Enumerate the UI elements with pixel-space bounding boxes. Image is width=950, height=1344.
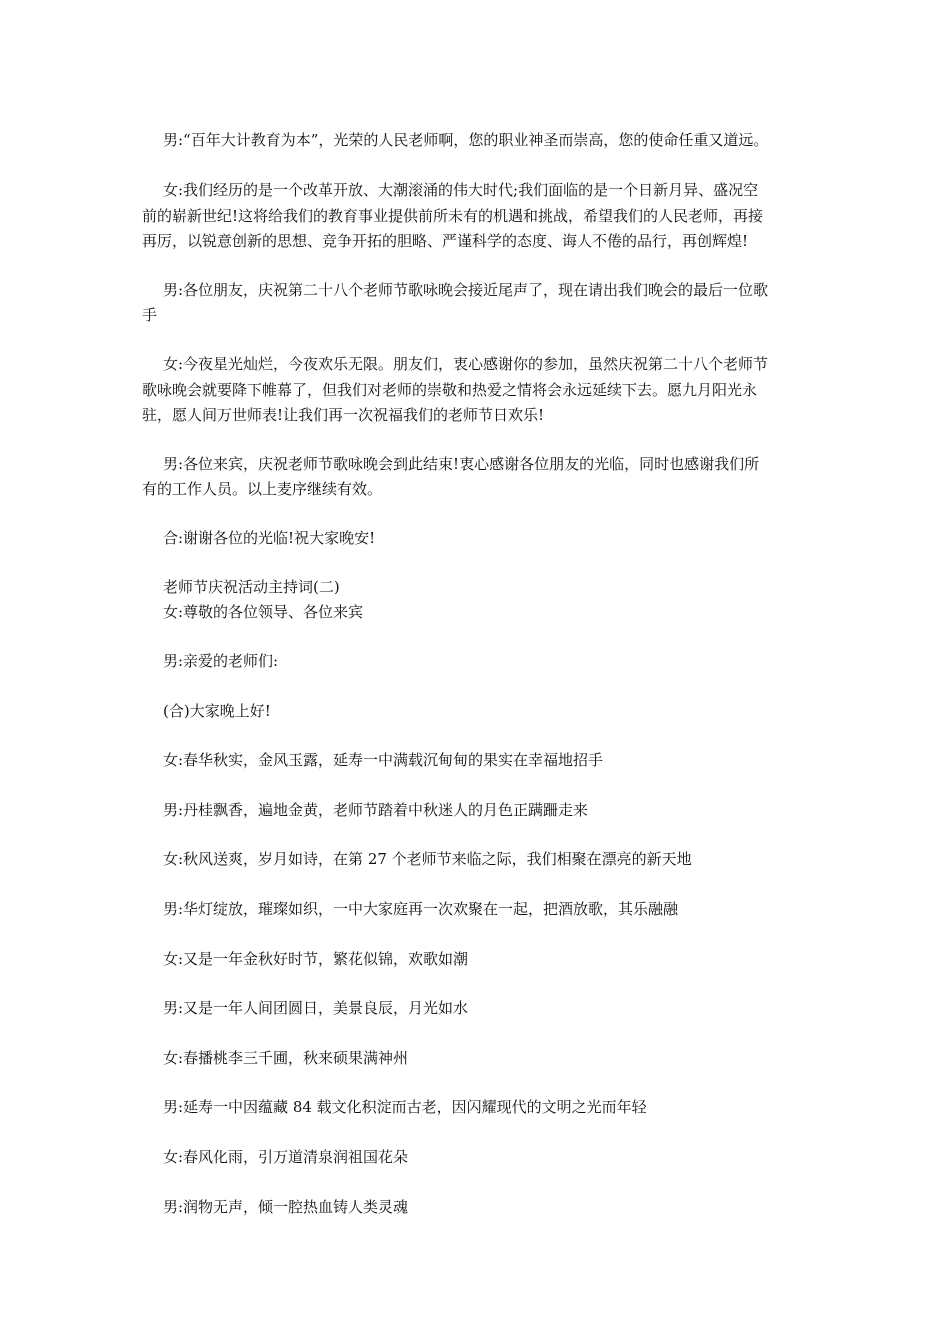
line-11: 有的工作人员。以上麦序继续有效。: [142, 480, 383, 498]
line-23: 女:春播桃李三千圃，秋来硕果满神州: [163, 1049, 409, 1067]
line-18: 男:丹桂飘香，遍地金黄，老师节踏着中秋迷人的月色正蹒跚走来: [163, 801, 589, 819]
line-21: 女:又是一年金秋好时节，繁花似锦，欢歌如潮: [163, 950, 469, 968]
line-14: 女:尊敬的各位领导、各位来宾: [163, 603, 364, 621]
line-24: 男:延寿一中因蕴藏 84 载文化积淀而古老，因闪耀现代的文明之光而年轻: [163, 1098, 647, 1116]
line-20: 男:华灯绽放，璀璨如织，一中大家庭再一次欢聚在一起，把酒放歌，其乐融融: [163, 900, 679, 918]
line-22: 男:又是一年人间团圆日，美景良辰，月光如水: [163, 999, 469, 1017]
line-2: 女:我们经历的是一个改革开放、大潮滚涌的伟大时代;我们面临的是一个日新月异、盛况空: [163, 181, 759, 199]
line-16: (合)大家晚上好!: [163, 702, 271, 720]
line-19: 女:秋风送爽，岁月如诗，在第 27 个老师节来临之际，我们相聚在漂亮的新天地: [163, 850, 692, 868]
line-3: 前的崭新世纪!这将给我们的教育事业提供前所未有的机遇和挑战，希望我们的人民老师，再接: [142, 207, 764, 225]
line-15: 男:亲爱的老师们:: [163, 652, 279, 670]
line-9: 驻，愿人间万世师表!让我们再一次祝福我们的老师节日欢乐!: [142, 406, 545, 424]
line-4: 再厉，以锐意创新的思想、竞争开拓的胆略、严谨科学的态度、诲人不倦的品行，再创辉煌!: [142, 232, 749, 250]
line-8: 歌咏晚会就要降下帷幕了，但我们对老师的崇敬和热爱之情将会永远延续下去。愿九月阳光永: [142, 381, 758, 399]
line-7: 女:今夜星光灿烂，今夜欢乐无限。朋友们，衷心感谢你的参加，虽然庆祝第二十八个老师节: [163, 355, 769, 373]
line-6: 手: [142, 306, 158, 324]
line-10: 男:各位来宾，庆祝老师节歌咏晚会到此结束!衷心感谢各位朋友的光临，同时也感谢我们所: [163, 455, 760, 473]
line-25: 女:春风化雨，引万道清泉润祖国花朵: [163, 1148, 409, 1166]
line-12: 合:谢谢各位的光临!祝大家晚安!: [163, 529, 376, 547]
line-5: 男:各位朋友，庆祝第二十八个老师节歌咏晚会接近尾声了，现在请出我们晚会的最后一位歌: [163, 281, 769, 299]
line-26: 男:润物无声，倾一腔热血铸人类灵魂: [163, 1198, 409, 1216]
line-13: 老师节庆祝活动主持词(二): [163, 578, 340, 596]
line-1: 男:“百年大计教育为本”，光荣的人民老师啊，您的职业神圣而崇高，您的使命任重又道远。: [163, 131, 769, 149]
line-17: 女:春华秋实，金风玉露，延寿一中满载沉甸甸的果实在幸福地招手: [163, 751, 604, 769]
